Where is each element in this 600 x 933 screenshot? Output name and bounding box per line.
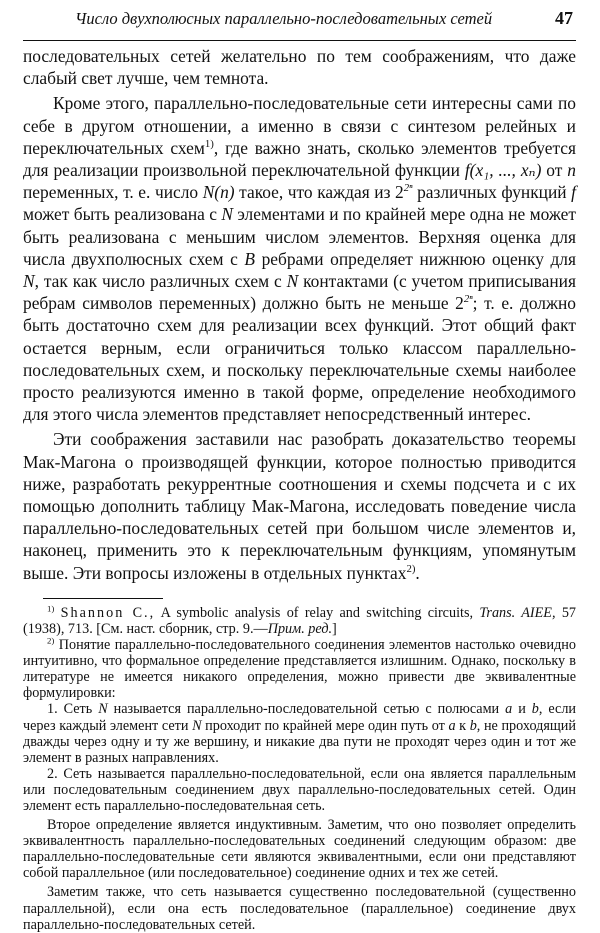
text-run: , если через каждый элемент сети	[23, 701, 577, 734]
text-run: , не проходящий дважды через одну и ту же вершину, и никакие два пути не проходят через один и тот же элемент в разных направлениях.	[23, 717, 576, 766]
footnote-mark-2: 2)	[47, 635, 55, 646]
footnote-author: Shannon C.,	[60, 604, 156, 621]
text-run: переменных, т. е. число	[23, 182, 203, 203]
editor-note: Прим. ред.	[267, 620, 333, 637]
definition-1	[23, 701, 576, 765]
variable-a: a	[505, 701, 513, 718]
footnote-2	[23, 637, 576, 701]
variable-N: N	[192, 717, 202, 734]
paragraph-3	[23, 428, 576, 583]
variable-b: b	[531, 701, 539, 718]
text-run: A symbolic analysis of relay and switching circuits,	[155, 604, 480, 621]
footnote-mark-1: 1)	[47, 603, 55, 614]
variable-n: n	[567, 160, 576, 181]
footnote-paragraph: Второе определение является индуктивным. Заметим, что оно позволяет определить эквивалентность параллельно-последовательных соединений следующим образом: две параллельно-последовательные сети являются эквивалентными, если они представляют собой параллельное (или последовательное) соединение одних и тех же сетей.	[23, 817, 576, 882]
page-number: 47	[555, 8, 573, 28]
footnote-1	[23, 605, 576, 637]
text-run: ; т. е. должно быть достаточно схем для реализации всех функций. Этот общий факт остается верным, если ограничиться только классом параллельно-последовательных схем, и поскольку переключательные схемы наиболее просто реализуются именно в такой форме, определение необходимого для этого числа элементов представляет непосредственный интерес.	[23, 293, 577, 425]
text-run: называется параллельно-последовательной сетью с полюсами	[107, 701, 506, 718]
paragraph-1: последовательных сетей желательно по тем соображениям, что даже слабый свет лучше, чем темнота.	[23, 46, 576, 89]
text-run: элементами и по крайней мере одна не может быть реализована с меньшим числом элементов. Верхняя оценка для числа двухполюсных схем с	[23, 204, 576, 269]
text-run: проходит по крайней мере один путь от	[201, 717, 449, 734]
text-run: контактами (с учетом приписывания ребрам символов переменных) должно быть не меньше 2	[23, 271, 576, 314]
definition-2: 2. Сеть называется параллельно-последовательной, если она является параллельным или последовательным соединением двух параллельно-последовательных сетей. Один элемент есть параллельно-последовательная сеть.	[23, 765, 576, 814]
text-run: ]	[332, 620, 337, 637]
text-run: 1. Сеть	[47, 701, 99, 718]
text-run: такое, что каждая из 2	[234, 182, 404, 203]
text-run: , так как число различных схем с	[34, 271, 287, 292]
running-title: Число двухполюсных параллельно-последовательных сетей	[75, 9, 493, 28]
footnotes	[23, 605, 576, 933]
running-header	[23, 0, 576, 41]
text-run: , где важно знать, сколько элементов требуется для реализации произвольной переключательной функции	[23, 137, 576, 181]
text-run: Эти соображения заставили нас разобрать доказательство теоремы Мак-Магона о производящей функции, которое полностью приводится ниже, разработать рекуррентные соотношения и схемы подсчета и с их помощью дополнить таблицу Мак-Магона, исследовать поведение числа параллельно-последовательных сетей при большом числе элементов и, наконец, применить это к переключательным функциям, упомянутым выше. Эти вопросы изложены в отдельных пунктах	[23, 429, 576, 583]
journal-name: Trans. AIEE,	[479, 604, 556, 621]
variable-N: N	[98, 701, 108, 718]
text-run: Понятие параллельно-последовательного соединения элементов настолько очевидно интуитивно, что формальное определение представляется излишним. Однако, поскольку в литературе не имеется никакого определения, можно привести две эквивалентные формулировки:	[23, 637, 576, 702]
variable-f: f	[571, 182, 577, 203]
footnote-divider	[43, 598, 163, 599]
text-run: .	[415, 562, 420, 583]
text-run: к	[455, 717, 470, 734]
function-formula: f(x₁, ..., xₙ)	[464, 160, 542, 181]
text-run: может быть реализована с	[23, 204, 222, 225]
main-text	[23, 45, 576, 584]
footnote-paragraph: Заметим также, что сеть называется существенно последовательной (существенно параллельной), если она есть последовательное (параллельное) соединение двух параллельно-последовательных сетей.	[23, 884, 576, 933]
exponent-2n: 2ⁿ	[403, 182, 413, 195]
text-run: различных функций	[412, 182, 572, 203]
footnote-ref-2[interactable]: 2)	[406, 562, 416, 575]
variable-b: b	[469, 717, 477, 734]
variable-N: N	[23, 271, 35, 292]
text-run: и	[512, 701, 532, 718]
text-run: 57 (1938), 713. [См. наст. сборник, стр. 9.—	[23, 604, 577, 637]
footnote-ref-1[interactable]: 1)	[204, 138, 214, 151]
variable-B: B	[244, 248, 255, 269]
variable-a: a	[448, 717, 456, 734]
text-run: Кроме этого, параллельно-последовательные сети интересны сами по себе в другом отношении, а именно в связи с синтезом релейных и переключательных схем	[23, 93, 576, 158]
variable-N: N	[286, 271, 299, 292]
variable-Nn: N(n)	[202, 182, 235, 203]
variable-N: N	[221, 204, 234, 225]
paragraph-2	[23, 92, 576, 425]
text-run: ребрами определяет нижнюю оценку для	[255, 248, 576, 269]
exponent-2n: 2ⁿ	[463, 293, 473, 306]
text-run: от	[541, 160, 568, 181]
